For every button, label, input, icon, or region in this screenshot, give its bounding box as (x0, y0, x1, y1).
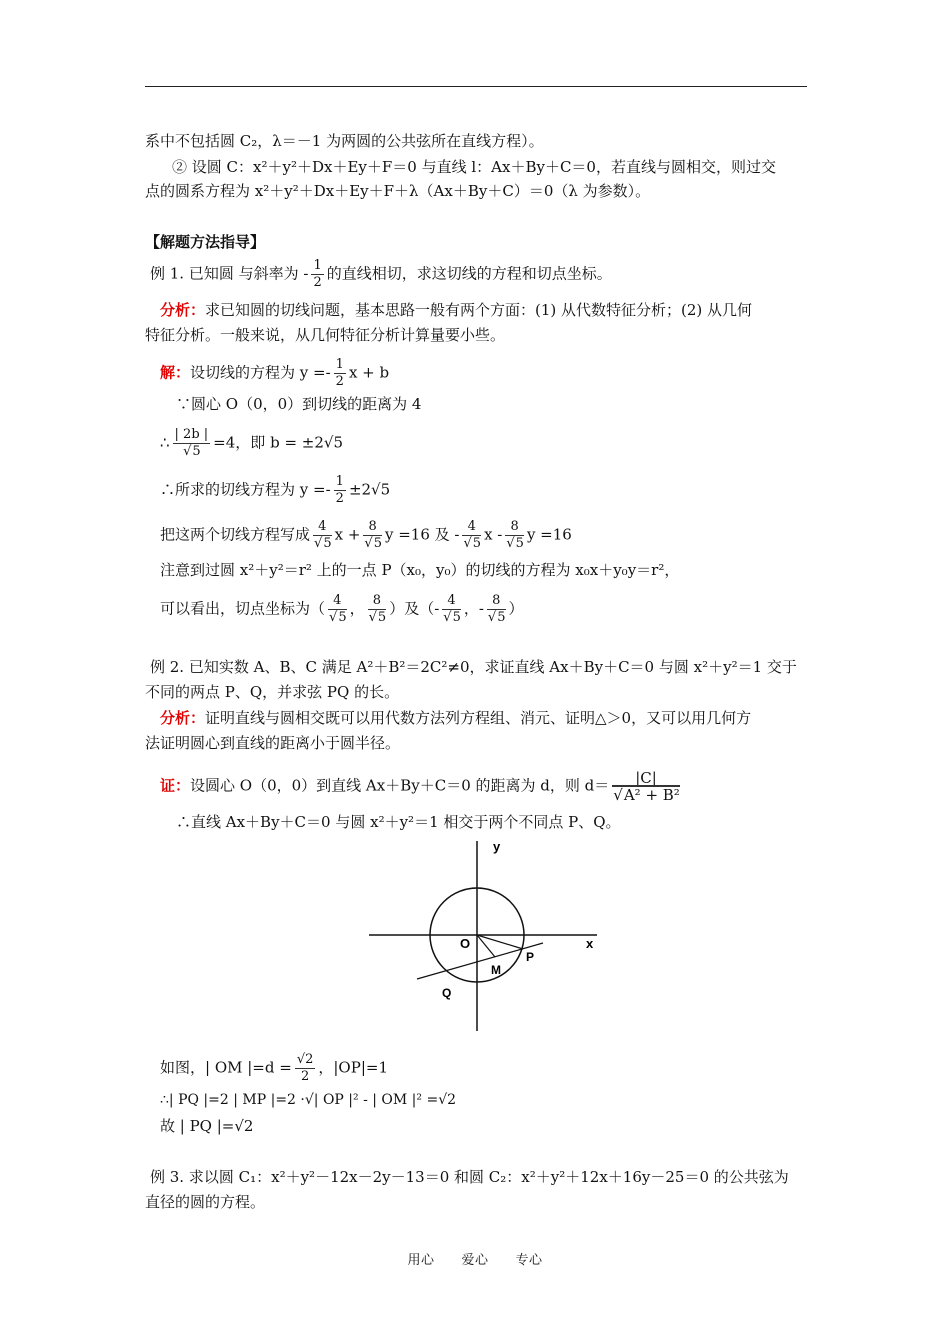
ex2-analysis-2: 法证明圆心到直线的距离小于圆半径。 (145, 734, 401, 752)
frac-8-sqrt5 (487, 593, 506, 626)
ex2-calc-2: ∴| PQ |=2 | MP |=2 ·√| OP |² - | OM |² =√2 (160, 1092, 457, 1108)
frac-num: √2 (296, 1052, 314, 1067)
frac-den: 2 (300, 1069, 310, 1084)
frac-num: 4 (442, 593, 461, 610)
sqrt: √ 5 (442, 609, 461, 625)
frac-num: 8 (363, 519, 382, 536)
sqrt: √ 5 (328, 609, 347, 625)
frac-den (173, 444, 211, 460)
frac-2b-sqrt5 (173, 427, 211, 460)
frac-num: 8 (368, 593, 387, 610)
ex1-analysis-2: 特征分析。一般来说，从几何特征分析计算量要小些。 (145, 326, 506, 344)
solution-text: 把这两个切线方程写成 (160, 525, 311, 544)
frac-num: |C| (612, 770, 680, 787)
page-footer: 用心 爱心 专心 (407, 1253, 543, 1268)
ex1-analysis-1 (160, 300, 752, 320)
sqrt: √ 5 (363, 535, 382, 551)
sqrt: √ 5 (462, 535, 481, 551)
frac-num: 8 (487, 593, 506, 610)
frac-8-sqrt5 (505, 519, 524, 552)
frac-den (328, 610, 347, 626)
ex1-solution-2: ∵圆心 O（0，0）到切线的距离为 4 (176, 395, 422, 413)
frac-8-sqrt5 (368, 593, 387, 626)
solution-text: x + b (348, 363, 390, 382)
label-o: O (460, 936, 471, 951)
ex1-solution-7 (160, 593, 524, 626)
label-q: Q (442, 986, 452, 1000)
frac-4-sqrt5 (313, 519, 332, 552)
para1-line3: 点的圆系方程为 x²＋y²＋Dx＋Ey＋F＋λ（Ax＋By＋C）＝0（λ 为参数）。 (145, 182, 651, 200)
therefore-symbol: ∴ (160, 433, 170, 452)
ex1-solution-3 (160, 427, 343, 460)
solution-text: ±2√5 (348, 480, 391, 499)
frac-num: 4 (462, 519, 481, 536)
solution-text: 设切线的方程为 y =- (190, 363, 331, 382)
para1-line1: 系中不包括圆 C₂，λ＝－1 为两圆的公共弦所在直线方程）。 (145, 132, 544, 150)
sqrt: √ 5 (368, 609, 387, 625)
ex2-calc-1 (160, 1052, 388, 1085)
ex1-question-a: 例 1. 已知圆 与斜率为 - (150, 264, 309, 283)
solution-text: x - (484, 525, 503, 544)
ex2-proof-1 (160, 770, 683, 803)
frac-half (334, 357, 346, 390)
ex2-analysis-1 (160, 708, 751, 728)
ex1-solution-5 (160, 519, 572, 552)
frac-den (368, 610, 387, 626)
solution-text: ， (349, 599, 365, 618)
frac-4-sqrt5 (442, 593, 461, 626)
sqrt: √ A² + B² (612, 785, 680, 804)
header-rule (145, 86, 807, 87)
frac-num: 1 (335, 474, 344, 489)
frac-den (505, 536, 524, 552)
ex2-calc-3: 故 | PQ |=√2 (160, 1117, 254, 1135)
analysis-text: 证明直线与圆相交既可以用代数方法列方程组、消元、证明△＞0，又可以用几何方 (205, 709, 752, 727)
ex3-question-1: 例 3. 求以圆 C₁：x²＋y²－12x－2y－13＝0 和圆 C₂：x²＋y²＋12x＋16y－25＝0 的公共弦为 (150, 1168, 789, 1186)
frac-half (334, 474, 346, 507)
frac-num: 1 (313, 258, 322, 273)
frac-sqrt2-2 (295, 1052, 316, 1085)
frac-num: | 2b | (174, 427, 209, 442)
solution-text: x + (334, 525, 361, 544)
ex1-solution-1 (160, 357, 389, 390)
frac-den (462, 536, 481, 552)
analysis-text: 求已知圆的切线问题，基本思路一般有两个方面：(1) 从代数特征分析；(2) 从几何 (205, 301, 753, 319)
solution-text: b = ±2√5 (270, 433, 343, 452)
solution-text: y =16 及 - (384, 525, 460, 544)
frac-num: 4 (313, 519, 332, 536)
frac-den (313, 536, 332, 552)
frac-den (612, 787, 680, 803)
secant-line (417, 943, 543, 979)
label-m: M (491, 963, 501, 977)
solution-text: ） (508, 599, 524, 618)
proof-text: 设圆心 O（0，0）到直线 Ax＋By＋C＝0 的距离为 d，则 d＝ (190, 776, 610, 795)
analysis-label: 分析： (160, 709, 206, 727)
ex1-question (150, 258, 612, 291)
label-p: P (526, 950, 535, 964)
ex1-solution-4 (160, 474, 390, 507)
segment-op (477, 935, 523, 949)
solution-text: ∴所求的切线方程为 y =- (160, 480, 331, 499)
label-y: y (493, 839, 501, 854)
frac-num: 1 (335, 357, 344, 372)
sqrt: √ 5 (487, 609, 506, 625)
sqrt: √ 5 (313, 535, 332, 551)
ex1-solution-6: 注意到过圆 x²＋y²＝r² 上的一点 P（x₀，y₀）的切线的方程为 x₀x＋y₀y＝r²， (160, 561, 680, 579)
frac-num: 8 (505, 519, 524, 536)
frac-distance (612, 770, 680, 803)
ex2-question-1: 例 2. 已知实数 A、B、C 满足 A²＋B²＝2C²≠0，求证直线 Ax＋By＋C＝0 与圆 x²＋y²＝1 交于 (150, 658, 797, 676)
frac-den: 2 (313, 275, 322, 290)
solution-text: =4，即 (213, 433, 266, 452)
section-title: 【解题方法指导】 (145, 233, 266, 251)
frac-den: 2 (335, 374, 344, 389)
frac-num: 4 (328, 593, 347, 610)
proof-label: 证： (160, 776, 191, 795)
sqrt: √ 5 (505, 535, 524, 551)
calc-text: 如图，| OM |=d = (160, 1058, 292, 1077)
frac-4-sqrt5 (328, 593, 347, 626)
circle-line-figure (345, 833, 607, 1035)
analysis-label: 分析： (160, 301, 206, 319)
label-x: x (586, 936, 594, 951)
frac-den (442, 610, 461, 626)
solution-text: 可以看出，切点坐标为（ (160, 599, 326, 618)
ex2-question-2: 不同的两点 P、Q，并求弦 PQ 的长。 (145, 683, 400, 701)
frac-8-sqrt5 (363, 519, 382, 552)
ex3-question-2: 直径的圆的方程。 (145, 1193, 266, 1211)
frac-den: 2 (335, 491, 344, 506)
frac-den (487, 610, 506, 626)
solution-text: y =16 (526, 525, 572, 544)
frac-den (363, 536, 382, 552)
solution-text: ）及（- (389, 599, 440, 618)
ex2-proof-2: ∴直线 Ax＋By＋C＝0 与圆 x²＋y²＝1 相交于两个不同点 P、Q。 (176, 813, 621, 831)
ex1-question-b: 的直线相切，求这切线的方程和切点坐标。 (326, 264, 612, 283)
solution-label: 解： (160, 363, 191, 382)
sqrt: √ 5 (182, 443, 201, 459)
frac-4-sqrt5 (462, 519, 481, 552)
para1-line2: ② 设圆 C：x²＋y²＋Dx＋Ey＋F＝0 与直线 l：Ax＋By＋C＝0，若直线与圆相交，则过交 (172, 158, 776, 176)
solution-text: ，- (463, 599, 484, 618)
frac-half (311, 258, 323, 291)
calc-text: ，|OP|=1 (318, 1058, 388, 1077)
